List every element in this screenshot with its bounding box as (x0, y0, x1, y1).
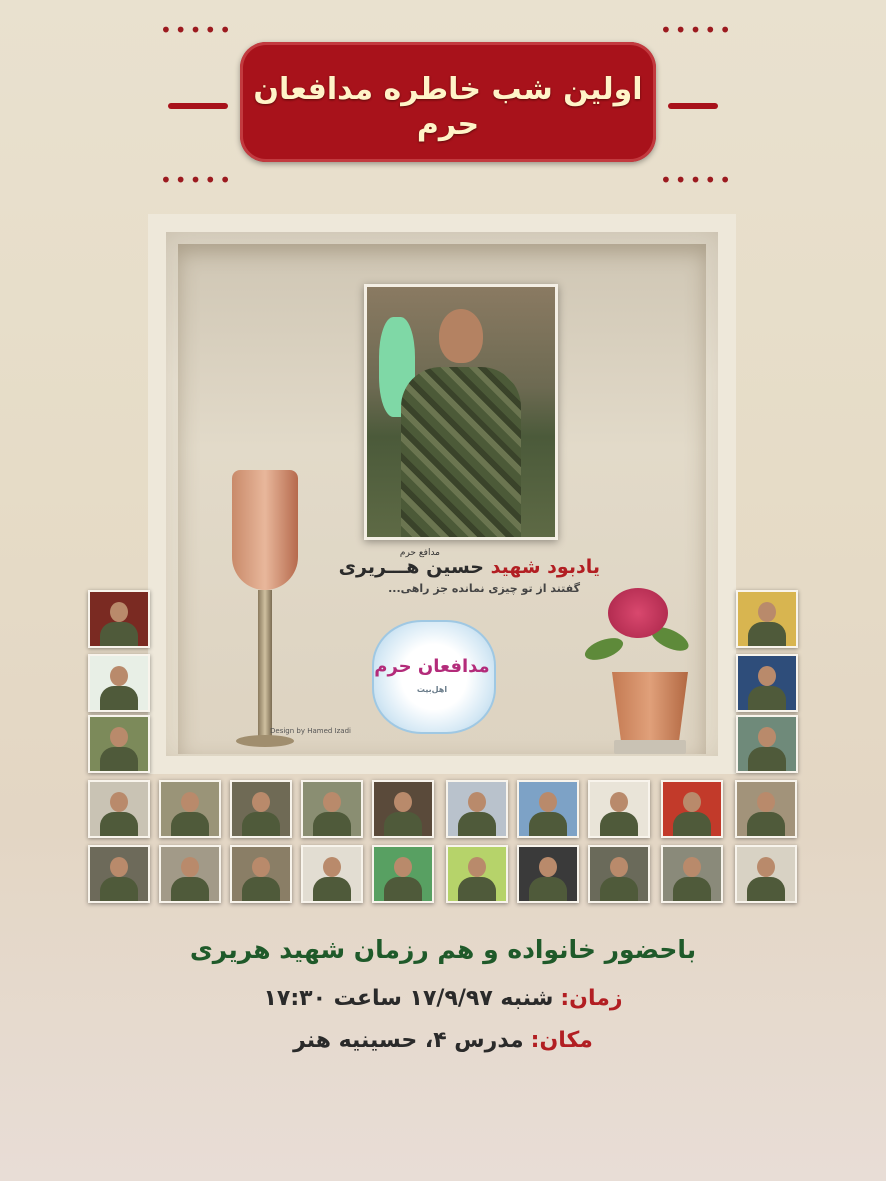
martyr-thumbnail (301, 845, 363, 903)
martyr-thumbnail (88, 715, 150, 773)
martyr-thumbnail (736, 654, 798, 712)
martyr-thumbnail (661, 845, 723, 903)
ornament-line (668, 103, 718, 109)
martyr-thumbnail (517, 780, 579, 838)
attendance-text: باحضور خانواده و هم رزمان شهید هریری (189, 935, 697, 964)
place-label: مکان: (530, 1028, 593, 1053)
martyr-thumbnail (88, 845, 150, 903)
martyr-thumbnail (736, 590, 798, 648)
vase-icon (232, 470, 298, 590)
event-place (0, 1028, 886, 1053)
event-time (0, 986, 886, 1011)
logo-text: مدافعان حرم اهل‌بیت (372, 656, 492, 694)
martyr-thumbnail (230, 780, 292, 838)
flower-icon (608, 588, 668, 638)
ornament-line (168, 103, 228, 109)
martyr-thumbnail (735, 845, 797, 903)
place-value: مدرس ۴، حسینیه هنر (293, 1028, 524, 1053)
martyr-thumbnail (517, 845, 579, 903)
martyr-thumbnail (446, 845, 508, 903)
martyr-thumbnail (88, 654, 150, 712)
time-value: شنبه ۱۷/۹/۹۷ ساعت ۱۷:۳۰ (263, 986, 554, 1011)
page-title: اولین شب خاطره مدافعان حرم (253, 72, 643, 142)
ornament-dots: ••••• (160, 18, 234, 42)
martyr-main-photo (364, 284, 558, 540)
caption-tagline: گفتند از تو چیزی نمانده جز راهی... (388, 582, 580, 595)
martyr-thumbnail (301, 780, 363, 838)
caption-main (300, 556, 600, 578)
logo-small-text: اهل‌بیت (416, 685, 448, 694)
martyr-thumbnail (372, 845, 434, 903)
photo-figure-head (439, 309, 483, 363)
ornament-dots: ••••• (160, 168, 234, 192)
caption-subtitle: مدافع حرم (399, 548, 440, 558)
martyr-thumbnail (661, 780, 723, 838)
martyr-thumbnail (88, 780, 150, 838)
martyr-thumbnail (588, 845, 650, 903)
flower-pot-icon (612, 672, 688, 742)
martyr-thumbnail (159, 780, 221, 838)
martyr-thumbnail (372, 780, 434, 838)
martyr-thumbnail (735, 780, 797, 838)
design-credit: Design by Hamed Izadi (270, 727, 351, 735)
caption-prefix: یادبود شهید (483, 556, 600, 578)
pot-stand (614, 740, 686, 754)
photo-figure-body (401, 367, 521, 537)
martyr-thumbnail (736, 715, 798, 773)
vase-base (236, 735, 294, 747)
caption-name: حسین هـــریری (338, 556, 484, 578)
martyr-thumbnail (446, 780, 508, 838)
martyr-thumbnail (159, 845, 221, 903)
martyr-thumbnail (588, 780, 650, 838)
vase-stem (258, 590, 272, 740)
martyr-thumbnail (88, 590, 150, 648)
ornament-dots: ••••• (660, 18, 734, 42)
time-label: زمان: (560, 986, 623, 1011)
martyr-thumbnail (230, 845, 292, 903)
ornament-dots: ••••• (660, 168, 734, 192)
